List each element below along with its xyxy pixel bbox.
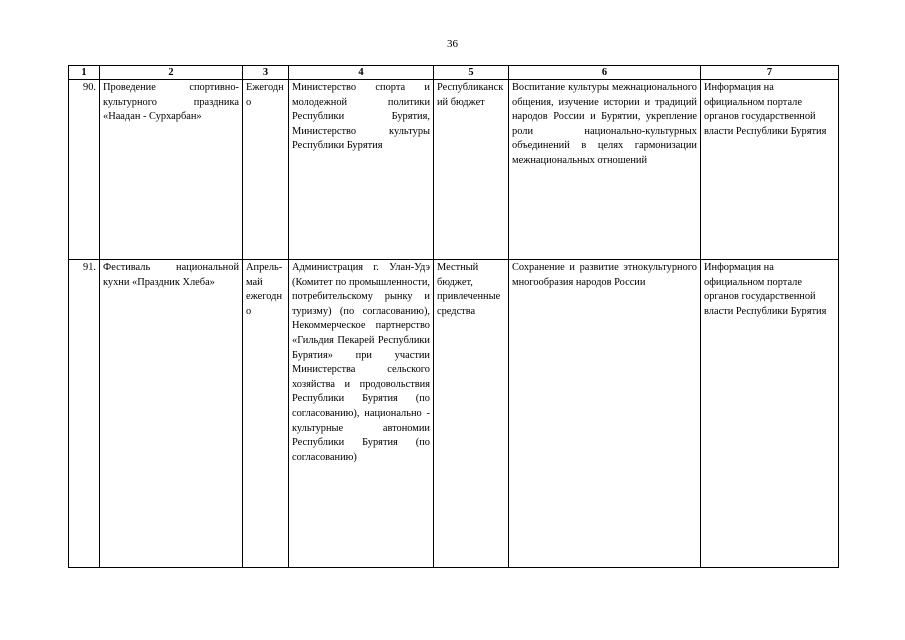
row-number: 90. (69, 80, 100, 260)
result-cell: Информация на официальном портале органов государственной власти Республики Бурятия (701, 80, 839, 260)
measures-table (68, 65, 839, 568)
result-cell: Информация на официальном портале органов государственной власти Республики Бурятия (701, 260, 839, 568)
row-number: 91. (69, 260, 100, 568)
page-number: 36 (447, 38, 458, 50)
column-header: 2 (100, 66, 243, 80)
source-cell: Республиканский бюджет (434, 80, 509, 260)
table-header-row (69, 66, 839, 80)
period-cell: Ежегодно (243, 80, 289, 260)
period-cell: Апрель-май ежегодно (243, 260, 289, 568)
column-header: 7 (701, 66, 839, 80)
source-cell: Местный бюджет, привлеченные средства (434, 260, 509, 568)
executor-cell: Администрация г. Улан-Удэ (Комитет по промышленности, потребительскому рынку и туризму) (по согласованию), Некоммерческое партнерство «Гильдия Пекарей Республики Бурятия» при участии Министерства сельского хозяйства и продовольствия Республики Бурятия (по согласованию), национально - культурные автономии Республики Бурятия (по согласованию) (289, 260, 434, 568)
goal-cell: Воспитание культуры межнационального общения, изучение истории и традиций народов России и Бурятии, укрепление роли национально-культурных объединений в целях гармонизации межнациональных отношений (509, 80, 701, 260)
column-header: 3 (243, 66, 289, 80)
column-header: 6 (509, 66, 701, 80)
column-header: 5 (434, 66, 509, 80)
column-header: 4 (289, 66, 434, 80)
executor-cell: Министерство спорта и молодежной политики Республики Бурятия, Министерство культуры Республики Бурятия (289, 80, 434, 260)
event-cell: Проведение спортивно-культурного праздника «Наадан - Сурхарбан» (100, 80, 243, 260)
goal-cell: Сохранение и развитие этнокультурного многообразия народов России (509, 260, 701, 568)
event-cell: Фестиваль национальной кухни «Праздник Хлеба» (100, 260, 243, 568)
table-row (69, 260, 839, 568)
column-header: 1 (69, 66, 100, 80)
table-row (69, 80, 839, 260)
